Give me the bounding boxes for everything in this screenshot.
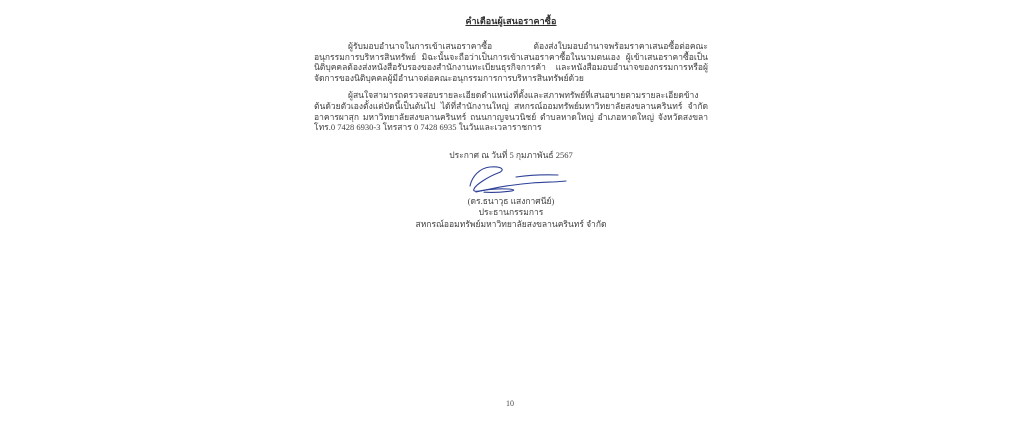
paragraph-inspection-info: ผู้สนใจสามารถตรวจสอบรายละเอียดตำแหน่งที่ตั้งและสภาพทรัพย์ที่เสนอขายตามรายละเอียดข้างต้นด้วยตัวเองตั้งแต่บัดนี้เป็นต้นไป ได้ที่สำนักงานใหญ่ สหกรณ์ออมทรัพย์มหาวิทยาลัยสงขลานครินทร์ จำกัด อาคารผาสุก มหาวิทยาลัยสงขลานครินทร์ ถนนกาญจนวนิชย์ ตำบลหาดใหญ่ อำเภอหาดใหญ่ จังหวัดสงขลา โทร.0 7428 6930-3 โทรสาร 0 7428 6935 ในวันและเวลาราชการ [314, 90, 708, 133]
paragraph-bidder-warning: ผู้รับมอบอำนาจในการเข้าเสนอราคาซื้อ ต้องส่งใบมอบอำนาจพร้อมราคาเสนอซื้อต่อคณะอนุกรรมการบริหารสินทรัพย์ มิฉะนั้นจะถือว่าเป็นการเข้าเสนอราคาซื้อในนามตนเอง ผู้เข้าเสนอราคาซื้อเป็นนิติบุคคลต้องส่งหนังสือรับรองของสำนักงานทะเบียนธุรกิจการค้า และหนังสือมอบอำนาจของกรรมการหรือผู้จัดการของนิติบุคคลผู้มีอำนาจต่อคณะอนุกรรมการการบริหารสินทรัพย์ด้วย [314, 41, 708, 83]
document-title: คำเตือนผู้เสนอราคาซื้อ [465, 16, 557, 26]
signature-block [314, 164, 708, 231]
signatory-position: ประธานกรรมการ [478, 207, 544, 218]
signatory-name: (ดร.ธนาวุธ แสงกาศนีย์) [467, 195, 555, 206]
handwritten-signature-icon [446, 164, 576, 200]
page-number: 10 [506, 399, 514, 408]
proclamation-date: ประกาศ ณ วันที่ 5 กุมภาพันธ์ 2567 [449, 149, 573, 160]
document-content [314, 14, 708, 230]
signatory-organization: สหกรณ์ออมทรัพย์มหาวิทยาลัยสงขลานครินทร์ จำกัด [415, 218, 607, 229]
